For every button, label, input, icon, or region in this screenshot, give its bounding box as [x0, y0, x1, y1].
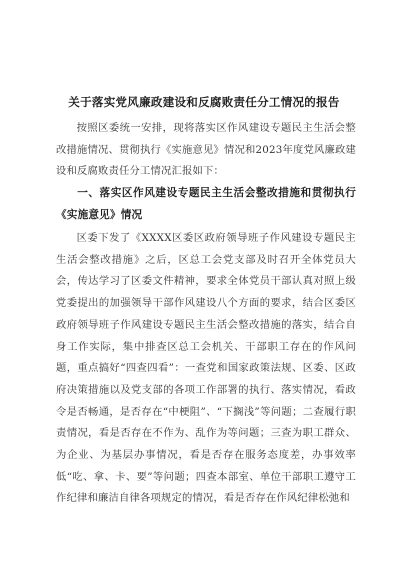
section-heading: 一、落实区作风建设专题民主生活会整改措施和贯彻执行《实施意见》情况	[56, 187, 356, 221]
document-title: 关于落实党风廉政建设和反腐败责任分工情况的报告	[68, 95, 340, 109]
intro-paragraph: 按照区委统一安排，现将落实区作风建设专题民主生活会整改措施情况、贯彻执行《实施意见》情况和2023年度党风廉政建设和反腐败责任分工情况汇报如下：	[56, 122, 356, 178]
body-paragraph: 区委下发了《XXXX区委区政府领导班子作风建设专题民主生活会整改措施》之后，区总工会党支部及时召开全体党员大会，传达学习了区委文件精神，要求全体党员干部认真对照上级党委提出的加强领导干部作风建设八个方面的要求，结合区委区政府领导班子作风建设专题民主生活会整改措施的落实，结合自身工作实际，集中排查区总工会机关、干部职工存在的作风问题，重点搞好“四查四看”：一查党和国家政策法规、区委、区政府决策措施以及党支部的各项工作部署的执行、落实情况，看政令是否畅通，是否存在“中梗阻”、“下搁浅”等问题；二查履行职责情况，看是否存在不作为、乱作为等问题；三查为职工群众、为企业、为基层办事情况，看是否存在服务态度差，办事效率低“吃、拿、卡、要”等问题；四查本部室、单位干部职工遵守工作纪律和廉洁自律各项规定的情况，看是否存在作风纪律松弛和	[56, 232, 356, 505]
